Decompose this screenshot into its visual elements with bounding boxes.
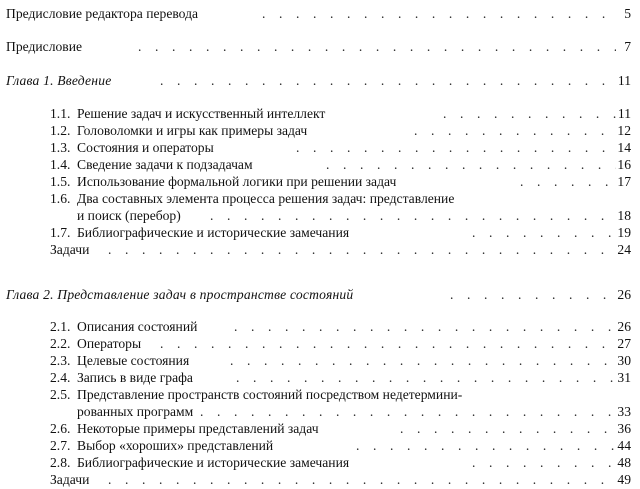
dot-leader <box>326 156 616 173</box>
toc-section <box>0 173 640 190</box>
toc-section <box>0 241 640 258</box>
section-page: 44 <box>617 438 631 453</box>
entry-page: 7 <box>624 39 631 54</box>
section-page: 36 <box>617 421 631 436</box>
section-page: 48 <box>617 455 631 470</box>
section-title: Сведение задачи к подзадачам <box>77 157 253 172</box>
dot-leader <box>230 352 616 369</box>
toc-section <box>0 318 640 335</box>
dot-leader <box>200 403 616 420</box>
section-title: Библиографические и исторические замечания <box>77 455 350 470</box>
section-number: 2.5. <box>50 387 71 402</box>
toc-section <box>0 122 640 139</box>
section-page: 19 <box>617 225 631 240</box>
section-page: 18 <box>617 208 631 223</box>
section-page: 16 <box>617 157 631 172</box>
dot-leader <box>520 173 616 190</box>
section-title: Использование формальной логики при решении задач <box>77 174 397 189</box>
toc-section <box>0 224 640 241</box>
toc-section-continuation <box>0 207 640 224</box>
entry-title: Предисловие <box>6 39 83 54</box>
toc-section <box>0 139 640 156</box>
section-title: Задачи <box>50 472 90 487</box>
section-title: Некоторые примеры представлений задач <box>77 421 319 436</box>
section-number: 2.8. <box>50 455 71 470</box>
section-title: Запись в виде графа <box>77 370 193 385</box>
section-number: 1.5. <box>50 174 71 189</box>
toc-section <box>0 454 640 471</box>
section-number: 2.4. <box>50 370 71 385</box>
toc-section <box>0 437 640 454</box>
toc-entry-preface <box>0 38 640 55</box>
chapter-page: 26 <box>617 287 631 302</box>
section-title: Представление пространств состояний посредством недетермини- <box>77 387 463 402</box>
dot-leader <box>296 139 616 156</box>
chapter-heading <box>0 72 640 89</box>
dot-leader <box>108 471 616 488</box>
section-title: Операторы <box>77 336 142 351</box>
toc-section-continuation <box>0 403 640 420</box>
section-number: 1.7. <box>50 225 71 240</box>
section-title: Состояния и операторы <box>77 140 214 155</box>
section-title: Библиографические и исторические замечания <box>77 225 350 240</box>
dot-leader <box>236 369 616 386</box>
dot-leader <box>160 72 616 89</box>
section-page: 11 <box>617 106 631 121</box>
toc-section <box>0 105 640 122</box>
section-page: 30 <box>617 353 631 368</box>
toc-section <box>0 335 640 352</box>
chapter-heading <box>0 286 640 303</box>
dot-leader <box>210 207 616 224</box>
toc-section <box>0 352 640 369</box>
section-page: 14 <box>617 140 631 155</box>
dot-leader <box>356 437 616 454</box>
section-number: 2.2. <box>50 336 71 351</box>
section-number: 1.3. <box>50 140 71 155</box>
section-number: 2.6. <box>50 421 71 436</box>
toc-entry-preface-editor <box>0 5 640 22</box>
section-title: Два составных элемента процесса решения задач: представление <box>77 191 455 206</box>
dot-leader <box>138 38 616 55</box>
section-title: Целевые состояния <box>77 353 190 368</box>
section-title: Описания состояний <box>77 319 198 334</box>
toc-section <box>0 190 640 207</box>
toc-section <box>0 386 640 403</box>
dot-leader <box>234 318 616 335</box>
section-page: 17 <box>617 174 631 189</box>
dot-leader <box>472 454 616 471</box>
section-title: Задачи <box>50 242 90 257</box>
section-number: 1.2. <box>50 123 71 138</box>
toc-section <box>0 471 640 488</box>
section-page: 33 <box>617 404 631 419</box>
section-number: 2.3. <box>50 353 71 368</box>
section-page: 27 <box>617 336 631 351</box>
dot-leader <box>443 105 616 122</box>
section-title-line2: рованных программ <box>77 404 194 419</box>
toc-section <box>0 156 640 173</box>
dot-leader <box>472 224 616 241</box>
dot-leader <box>160 335 616 352</box>
chapter-title: Глава 1. Введение <box>6 73 112 88</box>
section-number: 1.4. <box>50 157 71 172</box>
entry-title: Предисловие редактора перевода <box>6 6 199 21</box>
section-page: 24 <box>617 242 631 257</box>
dot-leader <box>414 122 616 139</box>
section-number: 2.1. <box>50 319 71 334</box>
section-title: Головоломки и игры как примеры задач <box>77 123 308 138</box>
section-page: 12 <box>617 123 631 138</box>
section-title-line2: и поиск (перебор) <box>77 208 181 223</box>
section-number: 1.6. <box>50 191 71 206</box>
dot-leader <box>450 286 616 303</box>
chapter-title: Глава 2. Представление задач в пространстве состояний <box>6 287 354 302</box>
dot-leader <box>108 241 616 258</box>
section-number: 1.1. <box>50 106 71 121</box>
section-page: 49 <box>617 472 631 487</box>
toc-section <box>0 420 640 437</box>
toc-section <box>0 369 640 386</box>
dot-leader <box>262 5 616 22</box>
section-title: Решение задач и искусственный интеллект <box>77 106 326 121</box>
section-number: 2.7. <box>50 438 71 453</box>
section-page: 31 <box>617 370 631 385</box>
section-page: 26 <box>617 319 631 334</box>
section-title: Выбор «хороших» представлений <box>77 438 274 453</box>
chapter-page: 11 <box>617 73 631 88</box>
dot-leader <box>400 420 616 437</box>
entry-page: 5 <box>624 6 631 21</box>
